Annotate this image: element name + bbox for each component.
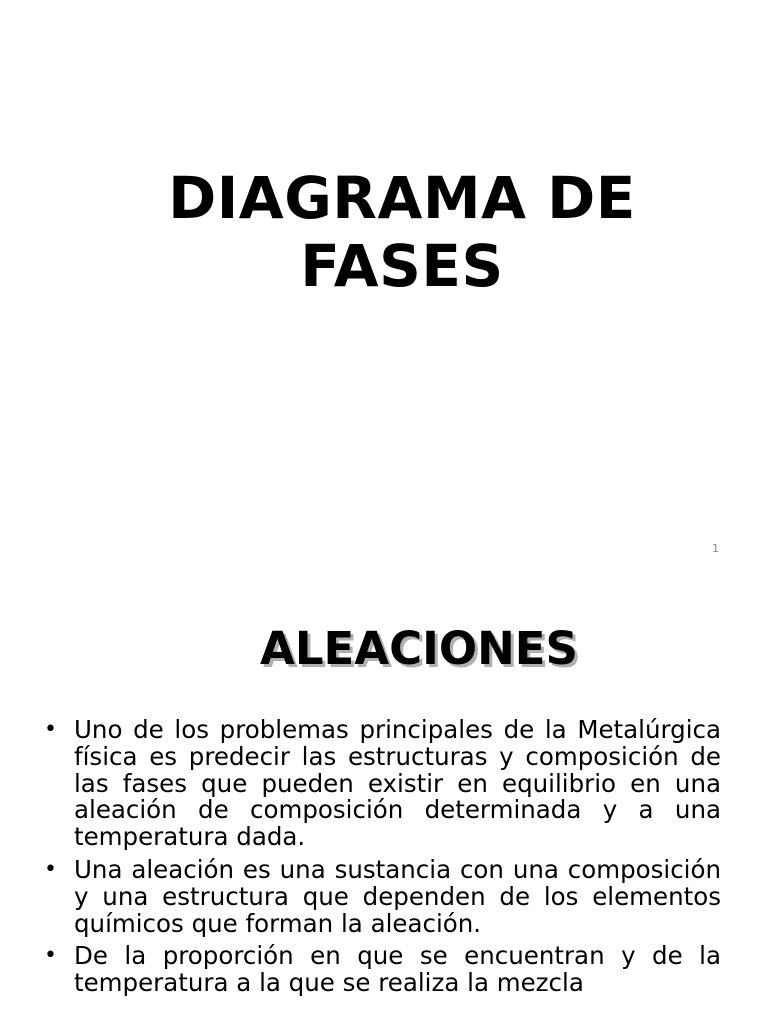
slide-2	[0, 574, 768, 1024]
page-number: 1	[712, 542, 719, 555]
bullet-item-2	[44, 854, 721, 938]
bullet-item-1	[44, 717, 721, 851]
bullet-dot-icon: •	[44, 943, 57, 969]
bullet-item-3	[44, 943, 721, 997]
bullet-dot-icon: •	[44, 717, 57, 742]
slide-title	[0, 164, 768, 300]
slide-title-line-1: DIAGRAMA DE	[168, 164, 636, 232]
section-title: ALEACIONES	[260, 622, 578, 675]
bullet-text: Uno de los problemas principales de la Metalúrgica física es predecir las estructuras y composición de las fases que pueden existir en equilibrio en una aleación de composición determinada y a una temperatura dada.	[74, 715, 721, 852]
bullet-list	[44, 717, 721, 1003]
bullet-dot-icon: •	[44, 856, 57, 882]
bullet-text: De la proporción en que se encuentran y de la temperatura a la que se realiza la mezcla	[74, 941, 721, 998]
slide-title-line-2: FASES	[300, 232, 504, 300]
bullet-text: Una aleación es una sustancia con una composición y una estructura que dependen de los elementos químicos que forman la aleación.	[74, 854, 721, 938]
